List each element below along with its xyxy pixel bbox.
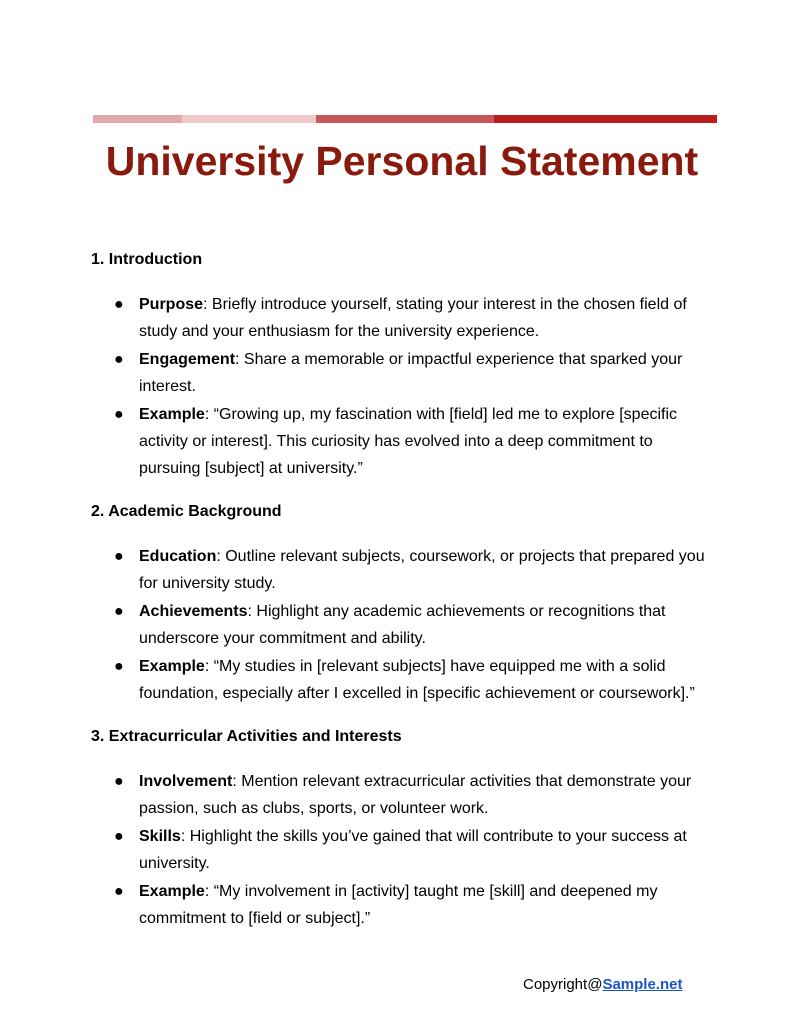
item-text: : “Growing up, my fascination with [field] led me to explore [specific activity or interest]. This curiosity has evolved into a deep commitment to pursuing [subject] at university.” <box>139 406 678 477</box>
item-text: : “My involvement in [activity] taught me [skill] and deepened my commitment to [field or subject].” <box>139 883 658 927</box>
item-term: Example <box>139 883 205 900</box>
section-heading: 1. Introduction <box>91 251 203 268</box>
list-item <box>91 878 711 932</box>
header-color-bar <box>93 115 717 123</box>
section-heading: 2. Academic Background <box>91 503 282 520</box>
list-item <box>91 543 711 597</box>
section-extracurricular <box>91 726 711 932</box>
bullet-icon: ● <box>114 296 124 313</box>
color-bar-segment <box>182 115 316 123</box>
item-text: : Share a memorable or impactful experience that sparked your interest. <box>139 351 683 395</box>
bullet-icon: ● <box>114 828 124 845</box>
document-body <box>91 249 711 951</box>
item-term: Skills <box>139 828 181 845</box>
section-heading: 3. Extracurricular Activities and Interests <box>91 728 402 745</box>
bullet-icon: ● <box>114 603 124 620</box>
item-term: Achievements <box>139 603 248 620</box>
bullet-icon: ● <box>114 548 124 565</box>
bullet-icon: ● <box>114 883 124 900</box>
item-text: : Briefly introduce yourself, stating your interest in the chosen field of study and your enthusiasm for the university experience. <box>139 296 687 340</box>
item-text: : Mention relevant extracurricular activities that demonstrate your passion, such as clubs, sports, or volunteer work. <box>139 773 692 817</box>
bullet-icon: ● <box>114 773 124 790</box>
bullet-icon: ● <box>114 406 124 423</box>
copyright-text: Copyright@ <box>523 976 603 993</box>
item-text: : Highlight the skills you’ve gained that will contribute to your success at university. <box>139 828 687 872</box>
item-term: Engagement <box>139 351 236 368</box>
section-academic-background <box>91 501 711 707</box>
copyright-footer <box>523 976 682 993</box>
bullet-icon: ● <box>114 658 124 675</box>
item-term: Involvement <box>139 773 233 790</box>
list-item <box>91 401 711 482</box>
item-term: Example <box>139 406 205 423</box>
color-bar-segment <box>93 115 182 123</box>
bullet-list <box>91 768 711 932</box>
list-item <box>91 291 711 345</box>
list-item <box>91 653 711 707</box>
color-bar-segment <box>494 115 717 123</box>
bullet-icon: ● <box>114 351 124 368</box>
item-term: Example <box>139 658 205 675</box>
item-text: : “My studies in [relevant subjects] have equipped me with a solid foundation, especially after I excelled in [specific achievement or coursework].” <box>139 658 695 702</box>
item-text: : Highlight any academic achievements or recognitions that underscore your commitment and ability. <box>139 603 666 647</box>
bullet-list <box>91 543 711 707</box>
item-term: Education <box>139 548 217 565</box>
list-item <box>91 598 711 652</box>
page-title: University Personal Statement <box>105 138 699 184</box>
list-item <box>91 768 711 822</box>
sample-net-link[interactable]: Sample.net <box>602 976 683 993</box>
list-item <box>91 823 711 877</box>
item-term: Purpose <box>139 296 204 313</box>
bullet-list <box>91 291 711 482</box>
color-bar-segment <box>316 115 494 123</box>
list-item <box>91 346 711 400</box>
section-introduction <box>91 249 711 482</box>
item-text: : Outline relevant subjects, coursework, or projects that prepared you for university study. <box>139 548 705 592</box>
